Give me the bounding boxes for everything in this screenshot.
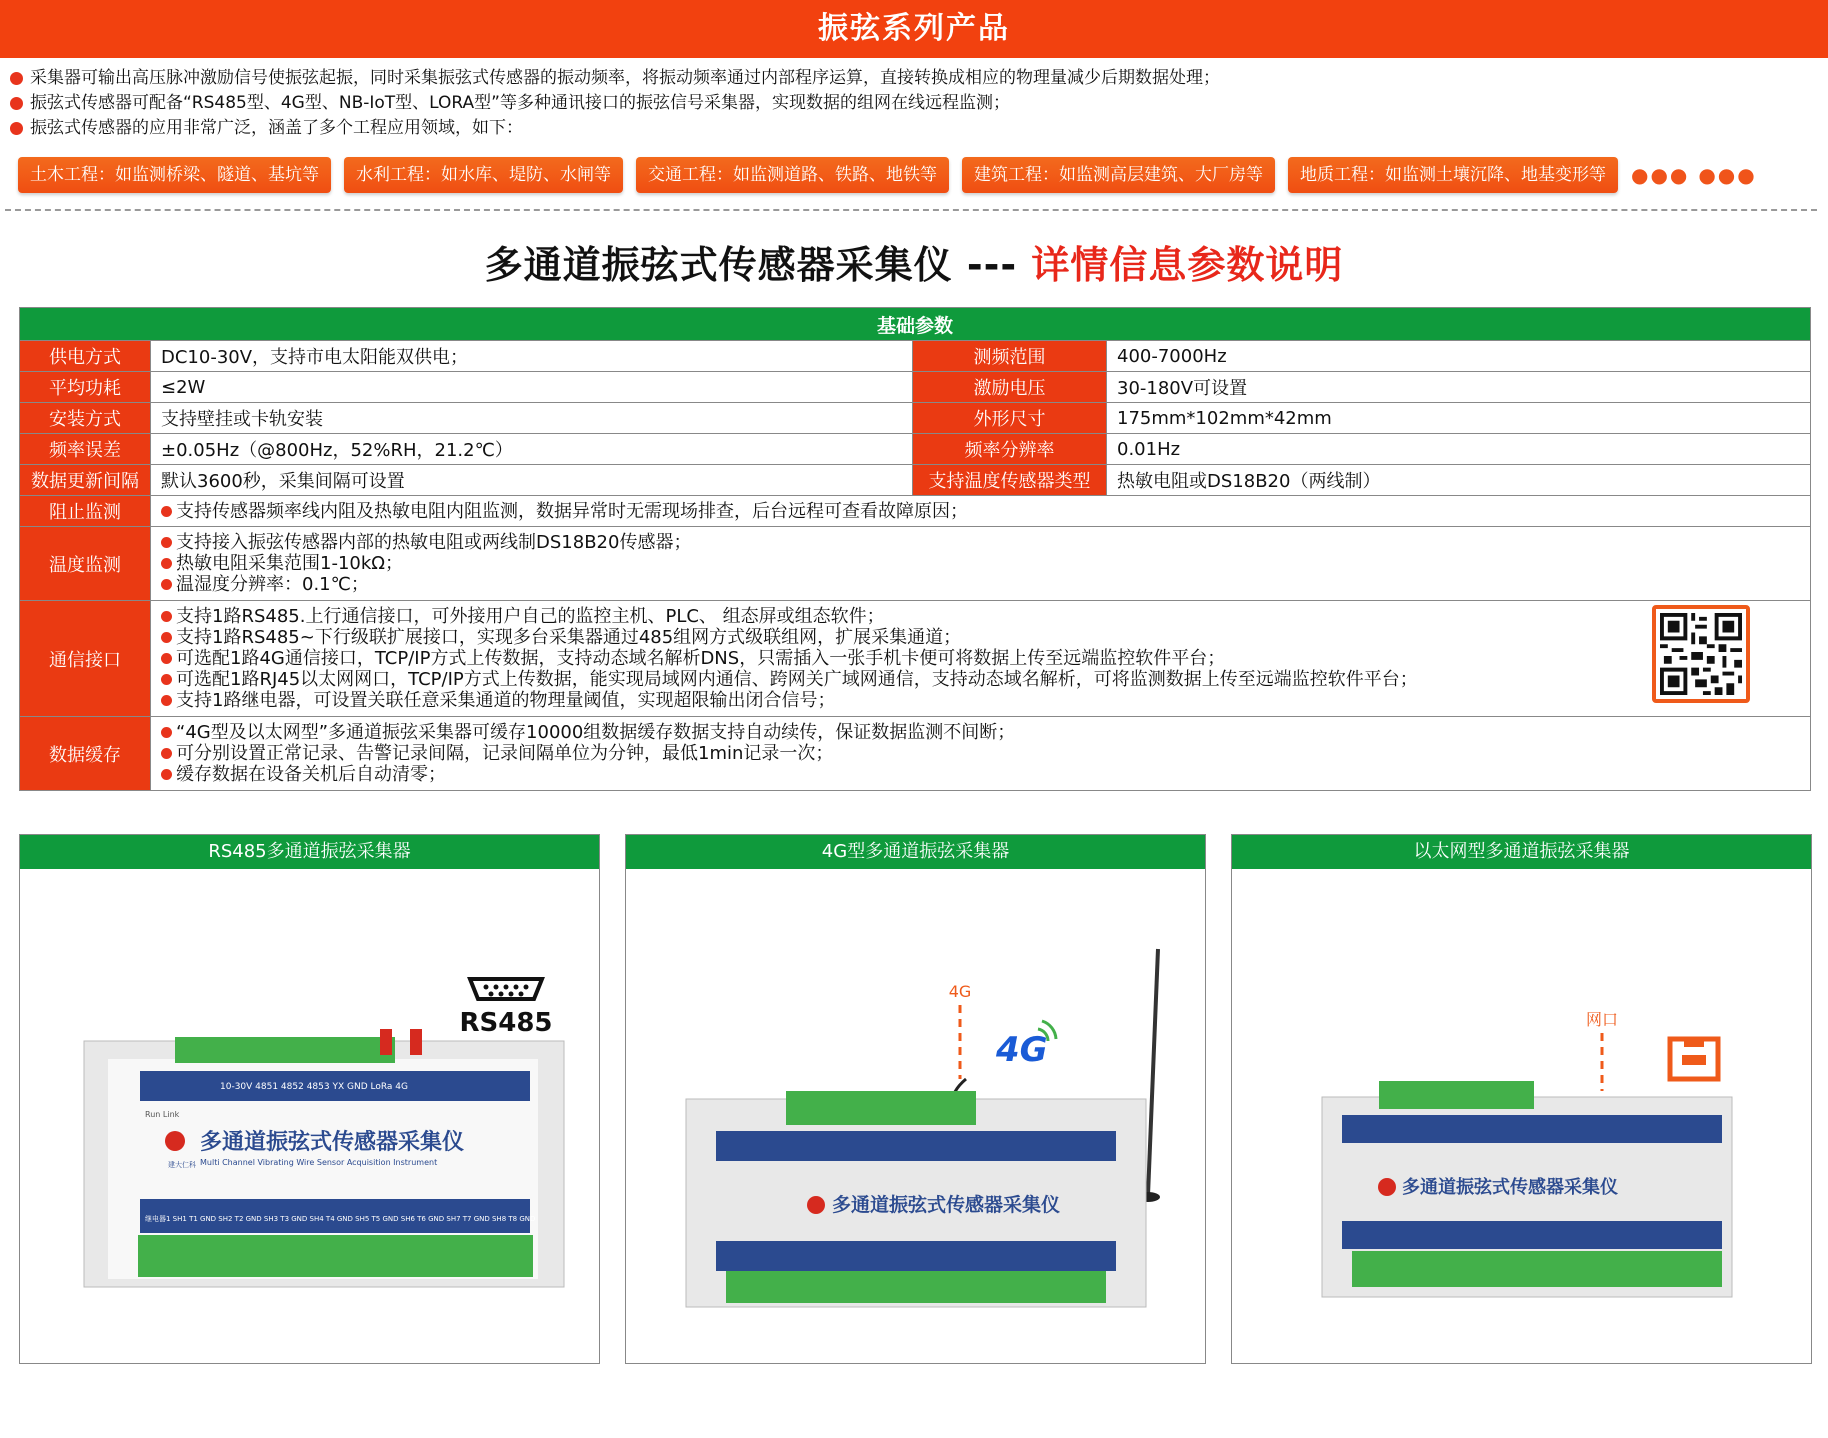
bullet-icon bbox=[161, 558, 172, 569]
table-row: 频率误差 ±0.05Hz（@800Hz，52%RH，21.2℃） 频率分辨率 0.01Hz bbox=[20, 434, 1811, 465]
tag-water: 水利工程：如水库、堤防、水闸等 bbox=[344, 157, 623, 193]
spec-table bbox=[19, 307, 1811, 791]
device-name: 多通道振弦式传感器采集仪 bbox=[200, 1130, 465, 1155]
more-dots: ●●● ●●● bbox=[1631, 163, 1757, 187]
table-row: 通信接口 支持1路RS485.上行通信接口，可外接用户自己的监控主机、PLC、 组态屏或组态软件； 支持1路RS485~下行级联扩展接口，实现多台采集器通过485组网方式级联组网，扩展采集通道； 可选配1路4G通信接口，TCP/IP方式上传数据，支持动态域名解析DNS，只需插入一张手机卡便可将数据上传至远端监控软件平台； 可选配1路RJ45以太网网口，TCP/IP方式上传数据，能实现局域网内通信、跨网关广域网通信，支持动态域名解析，可将监测数据上传至远端监控软件平台； 支持1路继电器，可设置关联任意采集通道的物理量阈值，实现超限输出闭合信号； bbox=[20, 601, 1811, 717]
device-name-en: Multi Channel Vibrating Wire Sensor Acquisition Instrument bbox=[200, 1158, 438, 1167]
table-row: 数据缓存 “4G型及以太网型”多通道振弦采集器可缓存10000组数据缓存数据支持自动续传，保证数据监测不间断； 可分别设置正常记录、告警记录间隔，记录间隔单位为分钟，最低1min记录一次； 缓存数据在设备关机后自动清零； bbox=[20, 717, 1811, 791]
tag-civil: 土木工程：如监测桥梁、隧道、基坑等 bbox=[18, 157, 331, 193]
qr-pattern bbox=[1660, 613, 1742, 695]
product-card-rs485 bbox=[19, 834, 600, 1364]
ethernet-label: 网口 bbox=[1585, 1010, 1619, 1029]
bullet-icon bbox=[161, 727, 172, 738]
bullet-icon bbox=[10, 97, 23, 110]
bullet-icon bbox=[161, 579, 172, 590]
qr-code-icon bbox=[1652, 605, 1750, 703]
pin-labels: 继电器1 SH1 T1 GND SH2 T2 GND SH3 T3 GND SH4 T4 GND SH5 T5 GND SH6 T6 GND SH7 T7 GND SH8 T8 GND bbox=[145, 1215, 536, 1223]
ethernet-port-icon bbox=[1670, 1039, 1718, 1079]
device-name: 多通道振弦式传感器采集仪 bbox=[1402, 1177, 1618, 1198]
intro-list bbox=[10, 66, 1810, 141]
table-row: 平均功耗 ≤2W 激励电压 30-180V可设置 bbox=[20, 372, 1811, 403]
antenna-icon bbox=[1148, 949, 1158, 1195]
bullet-icon bbox=[161, 506, 172, 517]
device-illustration bbox=[1232, 869, 1811, 1362]
product-title: RS485多通道振弦采集器 bbox=[20, 835, 599, 869]
intro-item: 振弦式传感器可配备“RS485型、4G型、NB-IoT型、LORA型”等多种通讯接口的振弦信号采集器，实现数据的组网在线远程监测； bbox=[10, 91, 1810, 116]
bullet-icon bbox=[161, 632, 172, 643]
divider bbox=[5, 209, 1817, 211]
bullet-icon bbox=[161, 769, 172, 780]
section-title: 多通道振弦式传感器采集仪 --- 详情信息参数说明 bbox=[484, 243, 1344, 287]
4g-label: 4G bbox=[948, 982, 972, 1001]
device-illustration bbox=[20, 869, 599, 1362]
table-row: 数据更新间隔 默认3600秒，采集间隔可设置 支持温度传感器类型 热敏电阻或DS18B20（两线制） bbox=[20, 465, 1811, 496]
tag-building: 建筑工程：如监测高层建筑、大厂房等 bbox=[962, 157, 1275, 193]
4g-badge-icon: 4G bbox=[996, 1030, 1048, 1070]
intro-item: 采集器可输出高压脉冲激励信号使振弦起振，同时采集振弦式传感器的振动频率，将振动频率通过内部程序运算，直接转换成相应的物理量减少后期数据处理； bbox=[10, 66, 1810, 91]
application-tags bbox=[18, 156, 1757, 194]
bullet-icon bbox=[161, 537, 172, 548]
bullet-icon bbox=[161, 611, 172, 622]
product-title: 以太网型多通道振弦采集器 bbox=[1232, 835, 1811, 869]
bullet-icon bbox=[161, 674, 172, 685]
bullet-icon bbox=[10, 72, 23, 85]
bullet-icon bbox=[161, 695, 172, 706]
product-title: 4G型多通道振弦采集器 bbox=[626, 835, 1205, 869]
table-row: 供电方式 DC10-30V，支持市电太阳能双供电； 测频范围 400-7000Hz bbox=[20, 341, 1811, 372]
led-labels: Run Link bbox=[145, 1110, 180, 1119]
bullet-icon bbox=[161, 653, 172, 664]
spec-header: 基础参数 bbox=[20, 308, 1811, 341]
bullet-icon bbox=[10, 122, 23, 135]
product-card-ethernet bbox=[1231, 834, 1812, 1364]
device-name: 多通道振弦式传感器采集仪 bbox=[832, 1194, 1061, 1216]
top-banner: 振弦系列产品 bbox=[0, 0, 1828, 58]
brand-label: 建大仁科 bbox=[168, 1161, 196, 1169]
tag-geology: 地质工程：如监测土壤沉降、地基变形等 bbox=[1288, 157, 1618, 193]
intro-item: 振弦式传感器的应用非常广泛，涵盖了多个工程应用领域，如下： bbox=[10, 116, 1810, 141]
table-row: 安装方式 支持壁挂或卡轨安装 外形尺寸 175mm*102mm*42mm bbox=[20, 403, 1811, 434]
tag-traffic: 交通工程：如监测道路、铁路、地铁等 bbox=[636, 157, 949, 193]
bullet-icon bbox=[161, 748, 172, 759]
rs485-label: RS485 bbox=[459, 1008, 553, 1038]
table-row: 温度监测 支持接入振弦传感器内部的热敏电阻或两线制DS18B20传感器； 热敏电阻采集范围1-10kΩ； 温湿度分辨率：0.1℃； bbox=[20, 527, 1811, 601]
rs485-port-icon bbox=[470, 979, 542, 999]
table-row: 阻止监测 支持传感器频率线内阻及热敏电阻内阻监测，数据异常时无需现场排查，后台远程可查看故障原因； bbox=[20, 496, 1811, 527]
device-illustration bbox=[626, 869, 1205, 1362]
port-labels: 10-30V 4851 4852 4853 YX GND LoRa 4G bbox=[220, 1082, 408, 1092]
product-card-4g bbox=[625, 834, 1206, 1364]
